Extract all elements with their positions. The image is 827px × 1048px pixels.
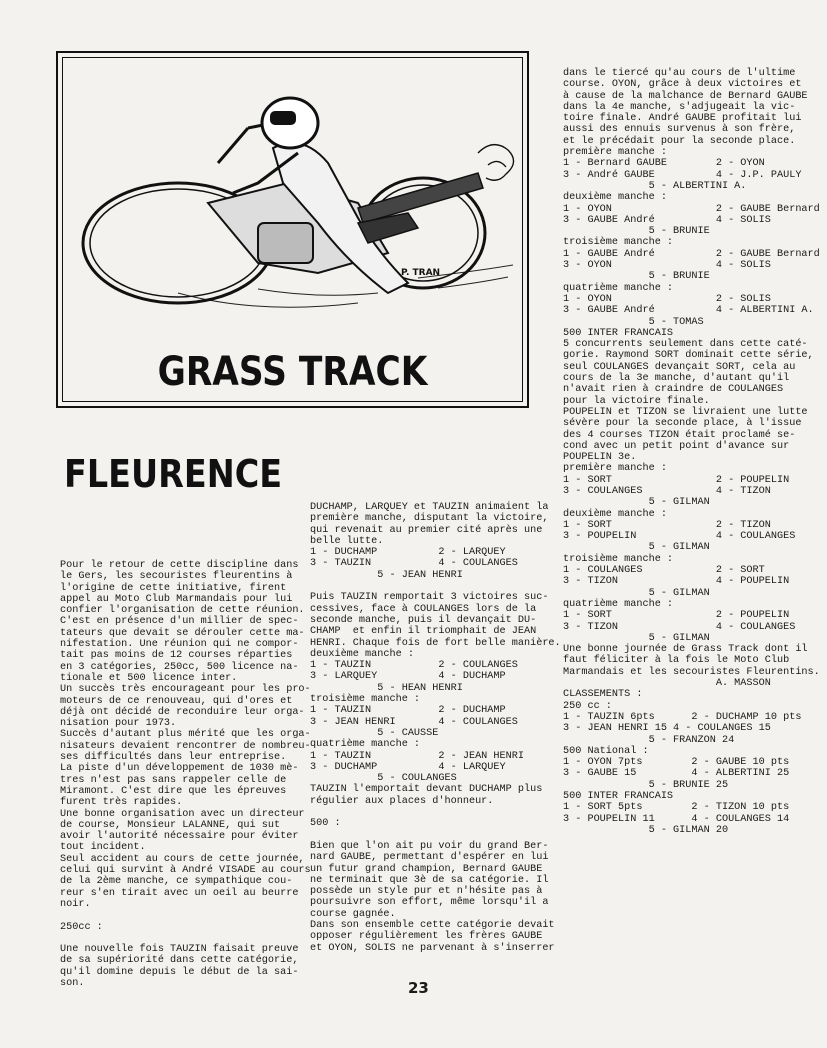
col2-line: TAUZIN l'emportait devant DUCHAMP plus [310,784,543,796]
col1-line: Pour le retour de cette discipline dans [60,560,299,571]
col3-line: pour la victoire finale. [563,395,710,407]
col3-line: 5 concurrents seulement dans cette caté- [563,339,808,351]
col3-line: 5 - GILMAN [563,497,710,509]
col2-line: et OYON, SOLIS ne parvenant à s'inserrer [310,942,555,954]
col3-line: 500 INTER FRANCAIS [563,327,674,339]
col3-line: 3 - POUPELIN 11 4 - COULANGES 14 [563,813,790,825]
col3-line: 5 - BRUNIE [563,271,710,283]
col2-line [310,807,536,818]
col3-line: Marmandais et les secouristes Fleurentins. [563,666,820,678]
col1-line [60,933,286,944]
col3-line: 1 - OYON 7pts 2 - GAUBE 10 pts [563,757,790,769]
col3-line: cond avec un petit point d'avance sur [563,440,790,452]
col3-line: 3 - TIZON 4 - COULANGES [563,621,796,633]
col3-line: 3 - GAUBE André 4 - SOLIS [563,214,771,226]
col3-line: n'avait rien à craindre de COULANGES [563,384,784,396]
col2-line: quatrième manche : [310,739,421,751]
col3-line: 5 - ALBERTINI A. [563,180,747,192]
col3-line: sévère pour la seconde place, à l'issue [563,418,802,430]
col3-line: 1 - OYON 2 - GAUBE Bernard [563,203,820,215]
col1-line: ses difficultés dans leur entreprise. [60,752,287,764]
col3-line: 1 - Bernard GAUBE 2 - OYON [563,158,765,170]
col3-line: troisième manche : [563,237,674,249]
col2-line: 1 - TAUZIN 2 - DUCHAMP [310,705,506,717]
col3-line: 3 - OYON 4 - SOLIS [563,260,771,272]
col1-line: tait pas moins de 12 courses réparties [60,650,293,662]
col3-line: 500 INTER FRANCAIS [563,791,674,802]
col3-line: 1 - GAUBE André 2 - GAUBE Bernard [563,248,820,260]
col3-line: A. MASSON [563,678,771,690]
col3-line: première manche : [563,463,667,475]
col1-line: en 3 catégories, 250cc, 500 licence na- [60,661,299,673]
col2-line: DUCHAMP, LARQUEY et TAUZIN animaient la [310,502,549,513]
col1-line: déjà ont décidé de reconduire leur orga- [60,706,305,718]
col3-line: 1 - SORT 5pts 2 - TIZON 10 pts [563,802,790,814]
col1-line: de sa supériorité dans cette catégorie, [60,955,299,967]
smoke-cloud [478,145,514,181]
col1-line: C'est en présence d'un millier de spec- [60,616,299,628]
col2-line: première manche, disputant la victoire, [310,513,549,525]
col3-line: 5 - FRANZON 24 [563,734,735,746]
col3-line: course. OYON, grâce à deux victoires et [563,79,802,91]
col2-line: 5 - JEAN HENRI [310,569,463,581]
col3-line: 3 - GAUBE 15 4 - ALBERTINI 25 [563,768,790,780]
col3-line: 5 - GILMAN [563,587,710,599]
col1-line: confier l'organisation de cette réunion. [60,605,305,617]
col3-line: et le précédait pour la seconde place. [563,135,796,147]
article-title: FLEURENCE [64,452,283,496]
col2-line: 500 : [310,818,341,830]
col1-line: avoir l'autorité nécessaire pour éviter [60,831,299,843]
col3-line: 250 cc : [563,700,612,712]
col2-line: ne terminait que 3è de sa catégorie. Il [310,874,549,886]
col3-line: 1 - TAUZIN 6pts 2 - DUCHAMP 10 pts [563,711,802,723]
col3-line: 5 - BRUNIE [563,226,710,238]
col2-line: 5 - CAUSSE [310,727,439,739]
col1-line: Succès d'autant plus mérité que les orga- [60,729,311,741]
col3-line: 1 - SORT 2 - TIZON [563,519,771,531]
col3-line: 5 - GILMAN [563,542,710,554]
col1-line: celui qui survint à André VISADE au cours [60,865,311,877]
col3-line: 5 - BRUNIE 25 [563,779,729,791]
col2-line: 3 - LARQUEY 4 - DUCHAMP [310,671,506,683]
col1-line: son. [60,977,85,989]
col3-line: 1 - SORT 2 - POUPELIN [563,610,790,622]
col2-line: un futur grand champion, Bernard GAUBE [310,863,543,875]
col3-line: 5 - TOMAS [563,316,704,328]
col3-line: cours de la 3e manche, d'autant qu'il [563,373,790,385]
col1-line: tout incident. [60,842,146,854]
col2-line: deuxième manche : [310,648,414,660]
col3-line: Une bonne journée de Grass Track dont il [563,644,808,656]
col3-line: 3 - TIZON 4 - POUPELIN [563,576,790,588]
col2-line: possède un style pur et n'hésite pas à [310,886,543,898]
col3-line: des 4 courses TIZON était proclamé se- [563,429,796,441]
text-column-1 [60,560,311,989]
col3-line: toire finale. André GAUBE profitait lui [563,113,802,125]
col2-line: 1 - TAUZIN 2 - JEAN HENRI [310,750,524,762]
col2-line: belle lutte. [310,535,384,547]
col2-line: 1 - TAUZIN 2 - COULANGES [310,660,518,672]
col3-line: quatrième manche : [563,282,674,294]
col1-line: nisateurs devaient rencontrer de nombreu- [60,740,311,752]
col2-line: qui revenait au premier cité après une [310,524,543,536]
col3-line: seul COULANGES devançait SORT, cela au [563,361,796,373]
banner-frame [56,51,529,408]
col3-line: 1 - OYON 2 - SOLIS [563,293,771,305]
col3-line: POUPELIN 3e. [563,452,637,464]
col2-line: Dans son ensemble cette catégorie devait [310,919,555,931]
col2-line: course gagnée. [310,908,396,920]
col3-line: quatrième manche : [563,598,674,610]
illustrator-signature: P. TRAN [401,268,441,278]
col3-line: 5 - GILMAN 20 [563,824,729,836]
col1-line: La piste d'un développement de 1030 mè- [60,763,299,775]
col2-line [310,581,536,592]
col1-line: le Gers, les secouristes fleurentins à [60,571,293,583]
col2-line: Bien que l'on ait pu voir du grand Ber- [310,840,549,852]
col2-line [310,830,536,841]
text-column-2 [310,502,561,954]
col2-line: seconde manche, puis il devançait DU- [310,614,537,626]
col1-line: furent très rapides. [60,797,183,809]
col2-line: 1 - DUCHAMP 2 - LARQUEY [310,547,506,559]
col1-line: Une nouvelle fois TAUZIN faisait preuve [60,944,299,956]
col2-line: CHAMP et enfin il triomphait de JEAN [310,626,537,638]
col3-line: 500 National : [563,745,649,757]
col1-line: tionale et 500 licence inter. [60,672,238,684]
col2-line: nard GAUBE, permettant d'espérer en lui [310,852,549,864]
col1-line: l'origine de cette initiative, firent [60,582,287,594]
col3-line: 1 - COULANGES 2 - SORT [563,565,765,577]
col3-line: 3 - COULANGES 4 - TIZON [563,485,771,497]
col1-line: Miramont. C'est dire que les épreuves [60,785,287,797]
col3-line: à cause de la malchance de Bernard GAUBE [563,90,808,102]
dust-lines [178,265,513,307]
col3-line: troisième manche : [563,553,674,565]
col3-line: 3 - André GAUBE 4 - J.P. PAULY [563,169,802,181]
col3-line: dans le tiercé qu'au cours de l'ultime [563,68,796,79]
col2-line: 5 - COULANGES [310,773,457,785]
col1-line: noir. [60,898,91,910]
col3-line: gorie. Raymond SORT dominait cette série, [563,350,814,362]
col2-line: régulier aux places d'honneur. [310,795,494,807]
page-number: 23 [408,979,429,997]
col1-line: 250cc : [60,921,103,933]
col3-line: CLASSEMENTS : [563,689,643,701]
col2-line: 3 - DUCHAMP 4 - LARQUEY [310,761,506,773]
col1-line: de la 2ème manche, ce sympathique cou- [60,876,293,888]
col2-line: 5 - HEAN HENRI [310,682,463,694]
col1-line: appel au Moto Club Marmandais pour lui [60,593,293,605]
col1-line: reur s'en tirait avec un oeil au beurre [60,887,299,899]
col3-line: 3 - POUPELIN 4 - COULANGES [563,531,796,543]
col3-line: faut féliciter à la fois le Moto Club [563,655,790,667]
col3-line: 5 - GILMAN [563,632,710,644]
col1-line: de course, Monsieur LALANNE, qui sut [60,819,281,831]
col1-line: nisation pour 1973. [60,718,177,730]
col2-line: Puis TAUZIN remportait 3 victoires suc- [310,592,549,604]
col1-line [60,910,286,921]
col3-line: POUPELIN et TIZON se livraient une lutte [563,406,808,418]
col3-line: dans la 4e manche, s'adjugeait la vic- [563,101,796,113]
col2-line: HENRI. Chaque fois de fort belle manière. [310,637,561,649]
col2-line: troisième manche : [310,694,421,706]
col2-line: 3 - JEAN HENRI 4 - COULANGES [310,716,518,728]
col2-line: opposer régulièrement les frères GAUBE [310,931,543,943]
col1-line: qu'il domine depuis le début de la sai- [60,966,299,978]
text-column-3 [563,68,820,836]
col1-line: nifestation. Une réunion qui ne compor- [60,639,299,651]
col1-line: moteurs de ce renouveau, qui d'ores et [60,695,293,707]
col1-line: Une bonne organisation avec un directeur [60,808,305,820]
banner-title: GRASS TRACK [157,349,428,395]
col3-line: première manche : [563,147,667,159]
col2-line: 3 - TAUZIN 4 - COULANGES [310,558,518,570]
col1-line: Seul accident au cours de cette journée, [60,853,305,865]
col3-line: deuxième manche : [563,192,667,204]
col1-line: Un succès très encourageant pour les pro- [60,684,311,696]
col2-line: poursuivre son effort, même lorsqu'il a [310,897,549,909]
col3-line: 3 - JEAN HENRI 15 4 - COULANGES 15 [563,723,771,735]
col2-line: cessives, face à COULANGES lors de la [310,603,537,615]
col1-line: tateurs que devait se dérouler cette ma- [60,627,305,639]
col3-line: 1 - SORT 2 - POUPELIN [563,474,790,486]
col3-line: aussi des ennuis survenus à son frère, [563,124,796,136]
col1-line: tres n'est pas sans rappeler celle de [60,774,287,786]
col3-line: 3 - GAUBE André 4 - ALBERTINI A. [563,305,814,317]
col3-line: deuxième manche : [563,508,667,520]
